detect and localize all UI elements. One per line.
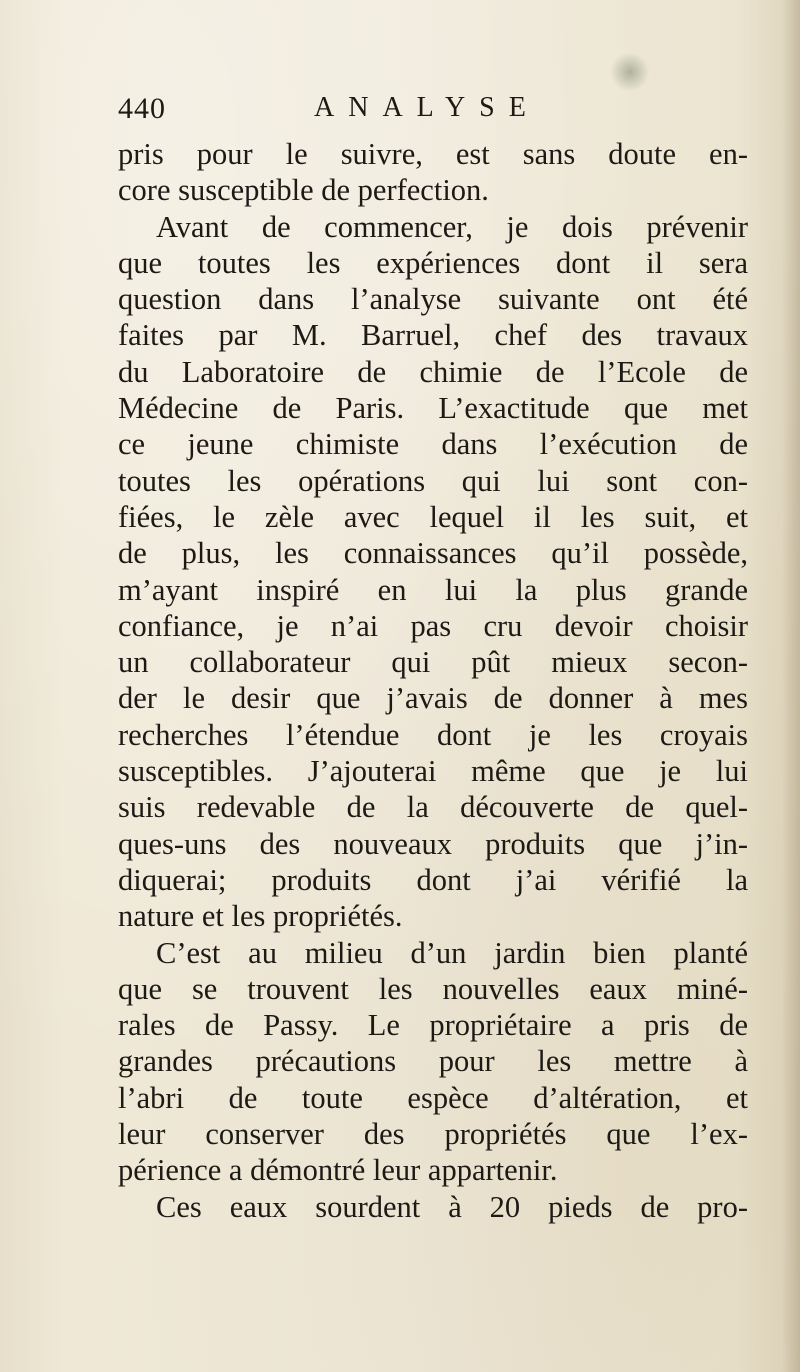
body-text	[118, 136, 748, 1225]
text-line: grandes précautions pour les mettre à	[118, 1044, 748, 1079]
text-line: l’abri de toute espèce d’altération, et	[118, 1080, 748, 1115]
text-line: recherches l’étendue dont je les croyais	[118, 717, 748, 752]
text-line: diquerai; produits dont j’ai vérifié la	[118, 862, 748, 897]
text-line: périence a démontré leur appartenir.	[118, 1153, 558, 1188]
page-number: 440	[118, 92, 166, 125]
page-edge-shadow	[782, 0, 800, 1372]
running-head: ANALYSE	[314, 92, 540, 123]
text-line: Avant de commencer, je dois prévenir	[156, 209, 748, 244]
text-line: leur conserver des propriétés que l’ex-	[118, 1117, 748, 1152]
text-line: faites par M. Barruel, chef des travaux	[118, 318, 748, 353]
text-line: pris pour le suivre, est sans doute en-	[118, 137, 748, 171]
text-line: ques-uns des nouveaux produits que j’in-	[118, 826, 748, 861]
text-line: que se trouvent les nouvelles eaux miné-	[118, 971, 748, 1006]
text-line: susceptibles. J’ajouterai même que je lui	[118, 754, 748, 789]
text-line: Médecine de Paris. L’exactitude que met	[118, 391, 748, 426]
text-line: que toutes les expériences dont il sera	[118, 245, 748, 280]
text-line: question dans l’analyse suivante ont été	[118, 282, 748, 317]
text-line: toutes les opérations qui lui sont con-	[118, 463, 748, 498]
ink-smudge	[610, 52, 650, 92]
page-header	[118, 92, 758, 132]
text-line: de plus, les connaissances qu’il possède,	[118, 536, 748, 571]
text-line: m’ayant inspiré en lui la plus grande	[118, 572, 748, 607]
text-line: suis redevable de la découverte de quel-	[118, 790, 748, 825]
text-line: core susceptible de perfection.	[118, 173, 489, 208]
text-line: Ces eaux sourdent à 20 pieds de pro-	[156, 1189, 748, 1224]
text-line: C’est au milieu d’un jardin bien planté	[156, 935, 748, 970]
text-line: un collaborateur qui pût mieux secon-	[118, 645, 748, 680]
text-line: confiance, je n’ai pas cru devoir choisir	[118, 608, 748, 643]
text-line: du Laboratoire de chimie de l’Ecole de	[118, 354, 748, 389]
text-line: ce jeune chimiste dans l’exécution de	[118, 427, 748, 462]
text-line: nature et les propriétés.	[118, 899, 403, 934]
text-line: der le desir que j’avais de donner à mes	[118, 681, 748, 716]
text-line: fiées, le zèle avec lequel il les suit, et	[118, 499, 748, 534]
text-line: rales de Passy. Le propriétaire a pris de	[118, 1008, 748, 1043]
